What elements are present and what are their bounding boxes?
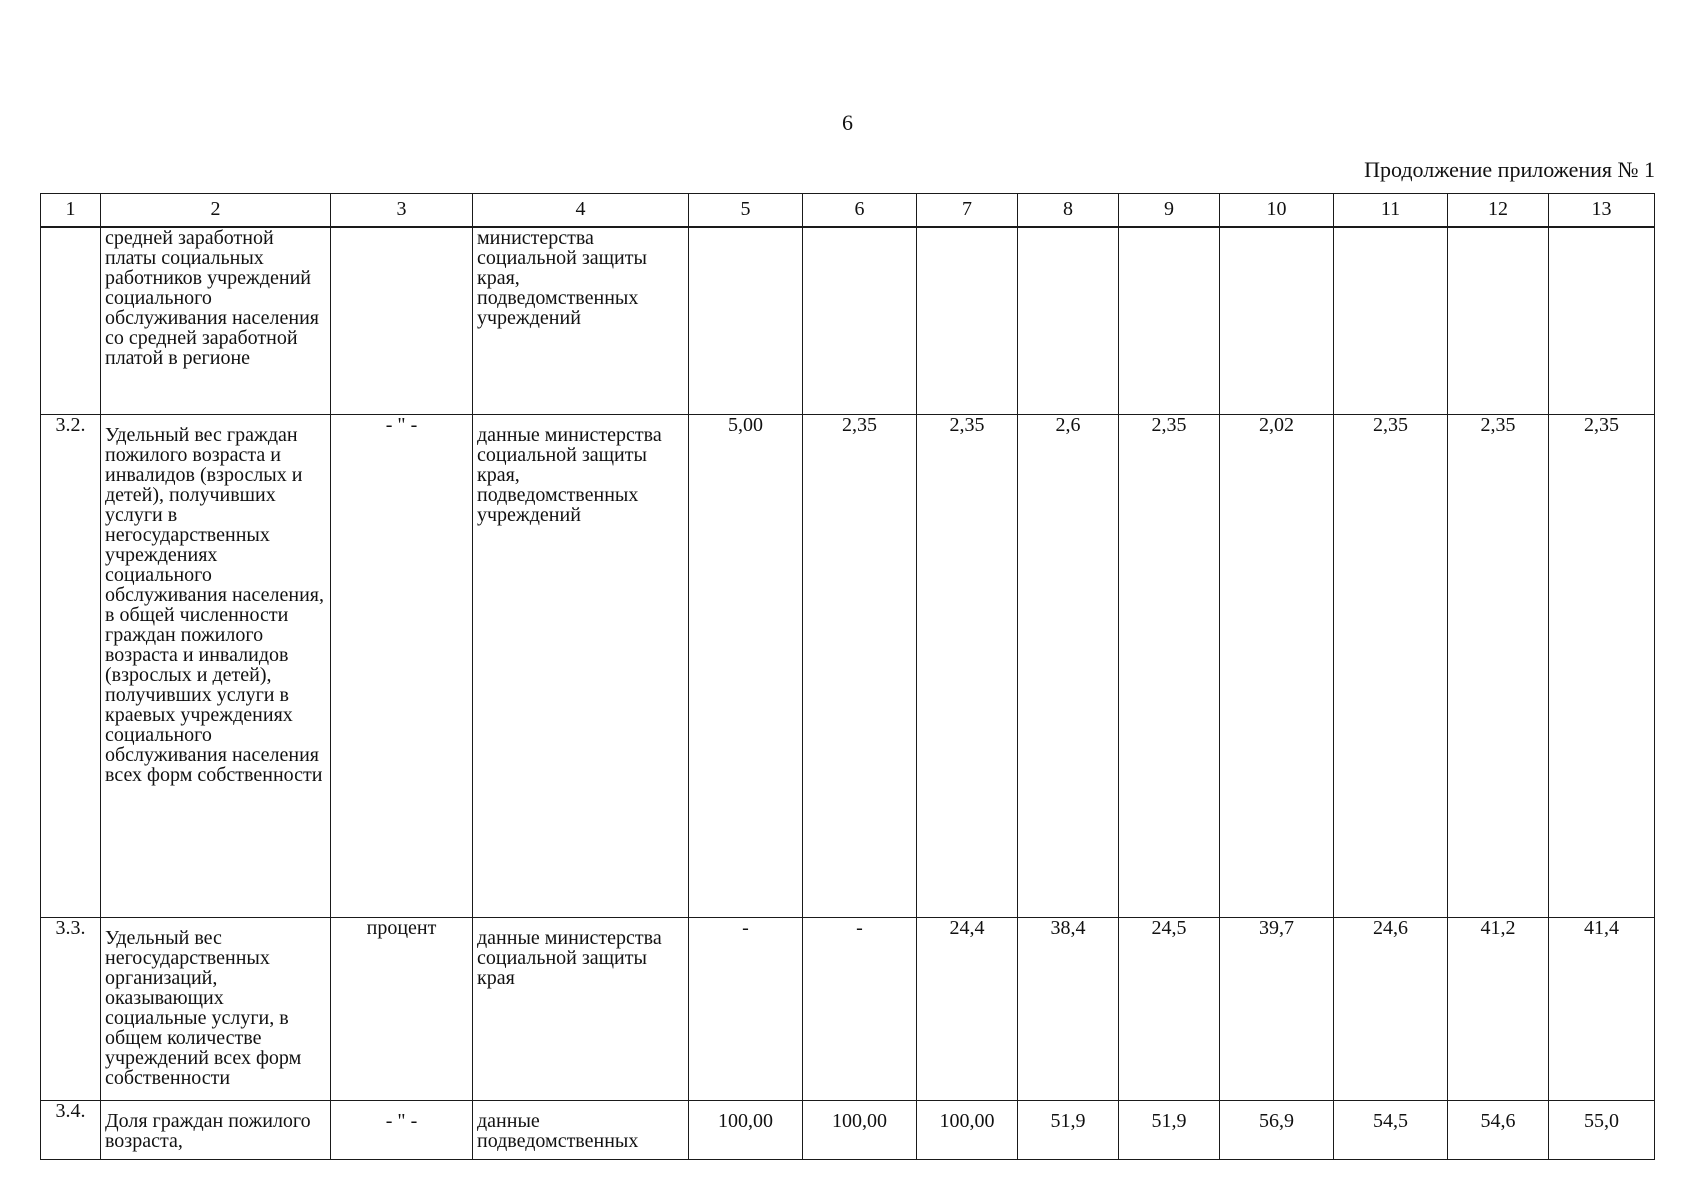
value-cell: 38,4 [1018,918,1119,1101]
value-cell: 41,4 [1549,918,1655,1101]
value-cell [1119,227,1220,415]
source-cell: министерства социальной защиты края, подведомственных учреждений [473,227,689,415]
value-cell: - [689,918,803,1101]
appendix-continuation-note: Продолжение приложения № 1 [1364,157,1655,182]
value-cell: 24,5 [1119,918,1220,1101]
column-header: 4 [473,194,689,228]
value-cell: 51,9 [1018,1101,1119,1160]
row-number [41,227,101,415]
value-cell [1018,227,1119,415]
column-number-row [41,194,1655,228]
value-cell: 2,35 [917,415,1018,918]
indicator-name: средней заработной платы социальных работников учреждений социального обслуживания населения со средней заработной платой в регионе [101,227,331,415]
value-cell: 39,7 [1220,918,1334,1101]
column-header: 5 [689,194,803,228]
table-row [41,227,1655,415]
column-header: 6 [803,194,917,228]
value-cell: 2,35 [803,415,917,918]
column-header: 1 [41,194,101,228]
source-cell: данные министерства социальной защиты края [473,918,689,1101]
value-cell [1334,227,1448,415]
source-cell-text: данные подведомственных [477,1111,639,1152]
value-cell [1220,227,1334,415]
column-header: 2 [101,194,331,228]
value-cell: 2,35 [1119,415,1220,918]
value-cell: 24,4 [917,918,1018,1101]
column-header: 11 [1334,194,1448,228]
column-header: 3 [331,194,473,228]
indicator-name-text: Доля граждан пожилого возраста, [105,1111,311,1152]
column-header: 8 [1018,194,1119,228]
table-row [41,1101,1655,1160]
value-cell: - [803,918,917,1101]
value-cell: 2,35 [1549,415,1655,918]
value-cell: 2,35 [1334,415,1448,918]
value-cell: 5,00 [689,415,803,918]
value-cell [689,227,803,415]
value-cell: 51,9 [1119,1101,1220,1160]
unit-cell [331,227,473,415]
value-cell: 24,6 [1334,918,1448,1101]
table-row [41,918,1655,1101]
unit-cell: - " - [331,415,473,918]
table-row [41,415,1655,918]
unit-cell: процент [331,918,473,1101]
indicator-name: Удельный вес негосударственных организаций, оказывающих социальные услуги, в общем количестве учреждений всех форм собственности [101,918,331,1101]
value-cell [1448,227,1549,415]
row-number: 3.2. [41,415,101,918]
value-cell: 54,5 [1334,1101,1448,1160]
value-cell: 55,0 [1549,1101,1655,1160]
value-cell: 2,35 [1448,415,1549,918]
column-header: 10 [1220,194,1334,228]
value-cell: 2,02 [1220,415,1334,918]
source-cell [473,1101,689,1160]
column-header: 9 [1119,194,1220,228]
column-header: 7 [917,194,1018,228]
value-cell: 100,00 [803,1101,917,1160]
column-header: 12 [1448,194,1549,228]
value-cell: 100,00 [689,1101,803,1160]
indicator-name [101,1101,331,1160]
value-cell: 54,6 [1448,1101,1549,1160]
row-number: 3.3. [41,918,101,1101]
indicators-table [40,193,1655,1160]
unit-cell: - " - [331,1101,473,1160]
value-cell [917,227,1018,415]
column-header: 13 [1549,194,1655,228]
value-cell [803,227,917,415]
value-cell: 2,6 [1018,415,1119,918]
value-cell [1549,227,1655,415]
indicator-name: Удельный вес граждан пожилого возраста и инвалидов (взрослых и детей), получивших услуги в негосударственных учреждениях социального обслуживания населения, в общей численности граждан пожилого возраста и инвалидов (взрослых и детей), получивших услуги в краевых учреждениях социального обслуживания населения всех форм собственности [101,415,331,918]
value-cell: 100,00 [917,1101,1018,1160]
page-number: 6 [842,110,853,135]
row-number: 3.4. [41,1101,101,1160]
value-cell: 56,9 [1220,1101,1334,1160]
source-cell: данные министерства социальной защиты края, подведомственных учреждений [473,415,689,918]
value-cell: 41,2 [1448,918,1549,1101]
